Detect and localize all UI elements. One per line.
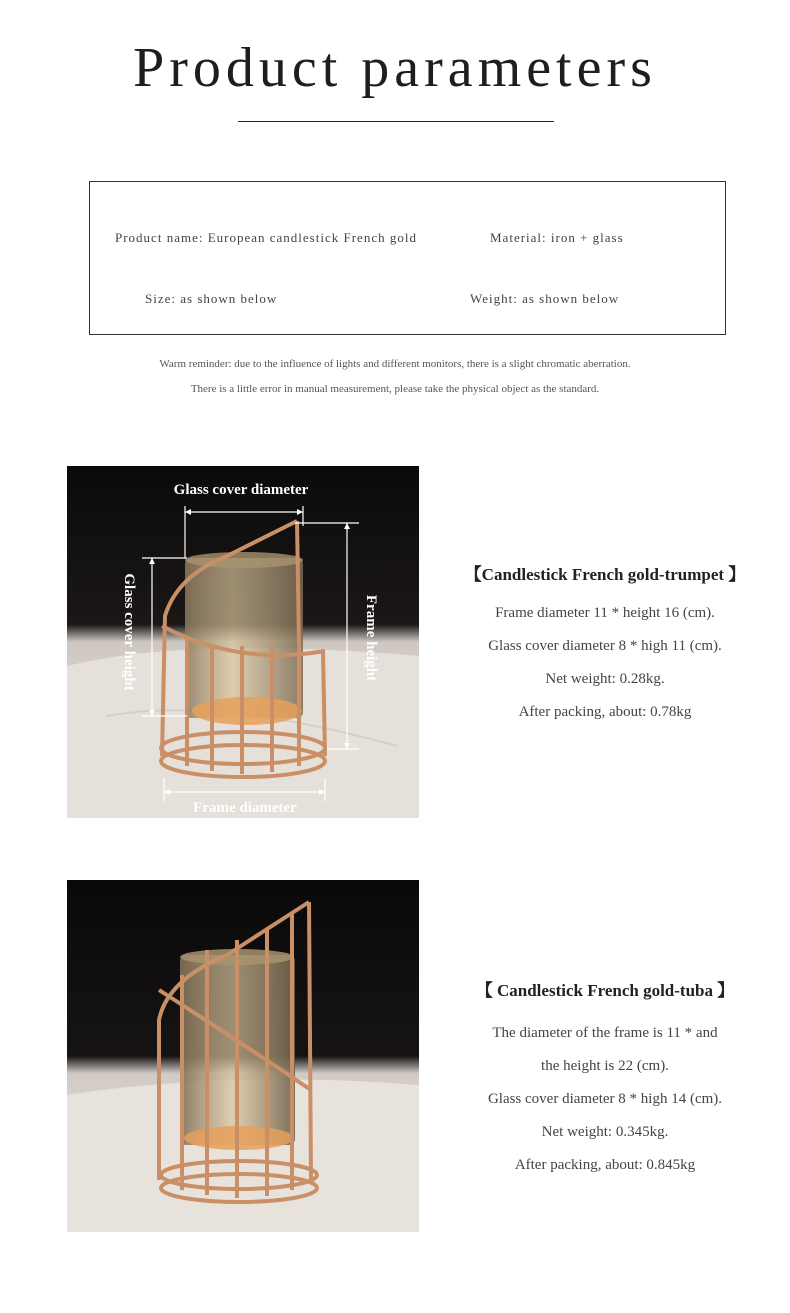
product-name-param: Product name: European candlestick French gold [115, 230, 417, 245]
glass-cover-height-label: Glass cover height [121, 573, 137, 691]
trumpet-name: 【Candlestick French gold-trumpet 】 [464, 565, 746, 584]
weight-param: Weight: as shown below [470, 291, 620, 306]
trumpet-product-photo [67, 466, 419, 818]
trumpet-spec-line: Glass cover diameter 8 * high 11 (cm). [488, 638, 722, 654]
reminder-line-1: Warm reminder: due to the influence of lights and different monitors, there is a slight chromatic aberration. [159, 358, 631, 370]
tuba-spec-line: After packing, about: 0.845kg [514, 1157, 696, 1173]
parameters-box [89, 181, 726, 335]
tuba-spec-line: Net weight: 0.345kg. [541, 1124, 669, 1140]
trumpet-spec [440, 560, 770, 721]
page-title: Product parameters [133, 37, 657, 99]
tuba-spec-line: the height is 22 (cm). [541, 1058, 669, 1074]
trumpet-spec-line: After packing, about: 0.78kg [518, 704, 692, 720]
frame-diameter-label: Frame diameter [193, 800, 297, 816]
tuba-spec-line: The diameter of the frame is 11 * and [492, 1025, 718, 1041]
frame-height-label: Frame height [363, 594, 379, 682]
size-param: Size: as shown below [145, 291, 278, 306]
material-param: Material: iron + glass [490, 230, 624, 245]
title-underline [238, 121, 554, 122]
glass-cover-diameter-label: Glass cover diameter [173, 482, 309, 498]
tuba-product-photo [67, 880, 419, 1232]
tuba-spec-line: Glass cover diameter 8 * high 14 (cm). [487, 1091, 723, 1107]
trumpet-spec-line: Frame diameter 11 * height 16 (cm). [495, 605, 715, 621]
reminder-line-2: There is a little error in manual measurement, please take the physical object as the standard. [190, 383, 600, 395]
tuba-name: 【 Candlestick French gold-tuba 】 [475, 981, 735, 1000]
tuba-spec [440, 976, 770, 1174]
trumpet-spec-line: Net weight: 0.28kg. [545, 671, 665, 687]
